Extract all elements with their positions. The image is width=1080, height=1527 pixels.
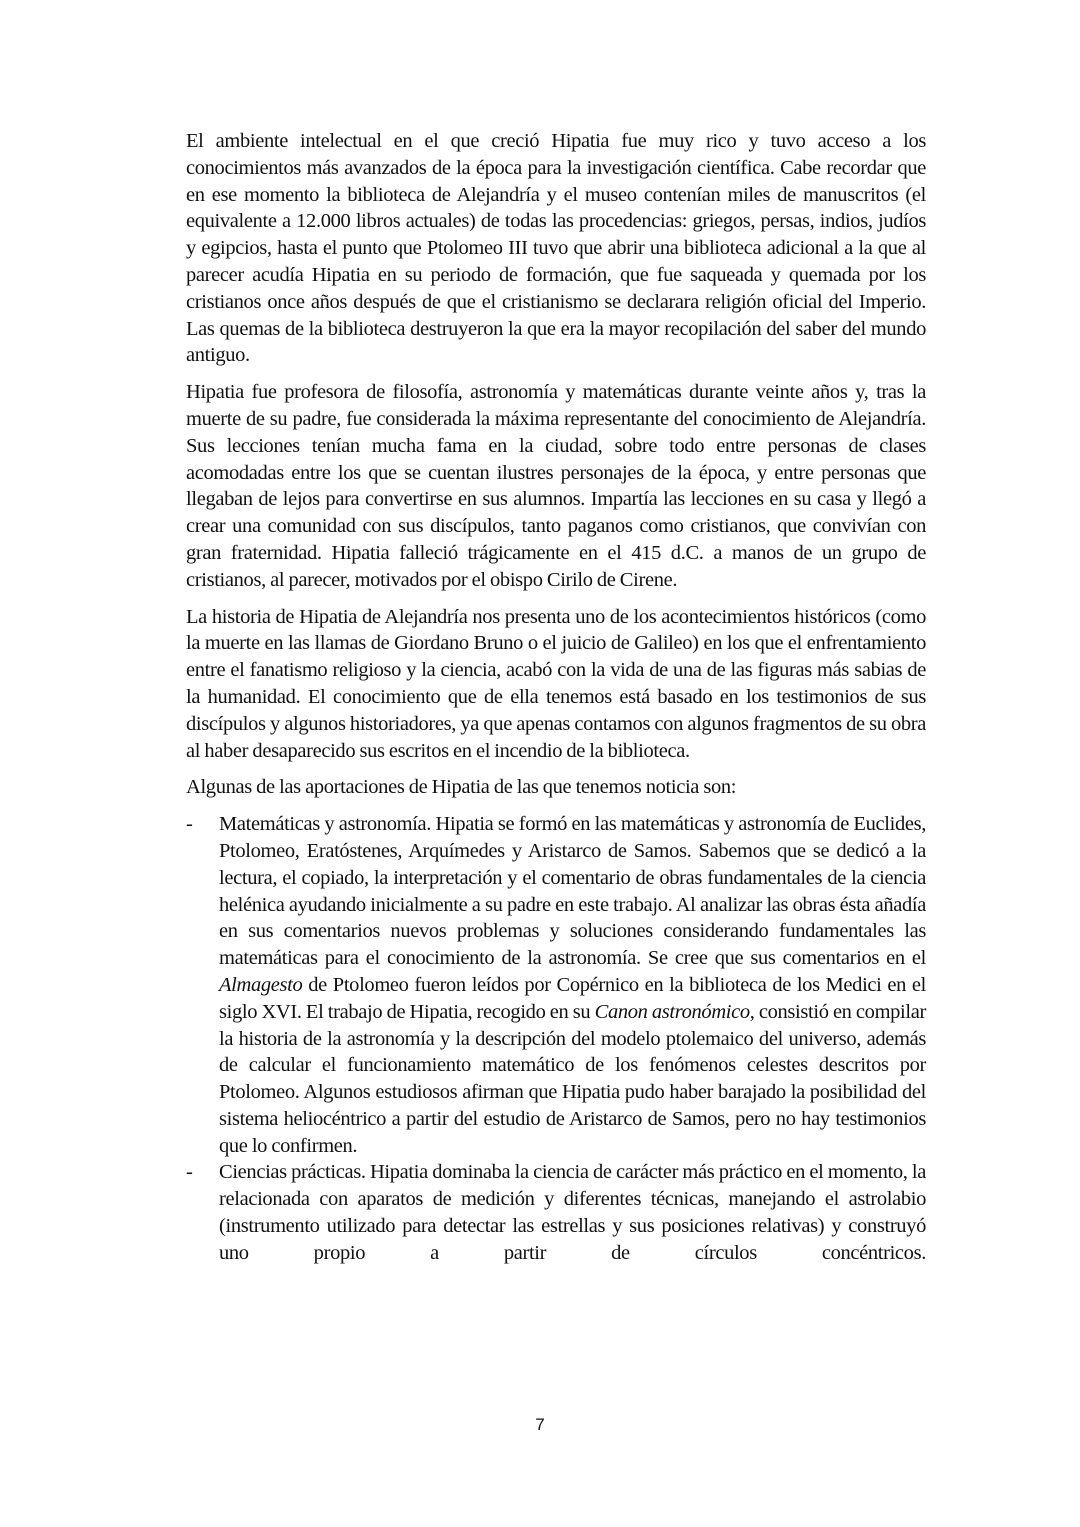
- list-item-text: , consistió en compilar la historia de la astronomía y la descripción del modelo ptolemaico del universo, además de calcular el funcionamiento matemático de los fenómenos celestes descritos por Ptolomeo. Algunos estudiosos afirman que Hipatia pudo haber barajado la posibilidad del sistema heliocéntrico a partir del estudio de Aristarco de Samos, pero no hay testimonios que lo confirmen.: [219, 1000, 926, 1157]
- paragraph-intellectual-environment: El ambiente intelectual en el que creció Hipatia fue muy rico y tuvo acceso a los conocimientos más avanzados de la época para la investigación científica. Cabe recordar que en ese momento la biblioteca de Alejandría y el museo contenían miles de manuscritos (el equivalente a 12.000 libros actuales) de todas las procedencias: griegos, persas, indios, judíos y egipcios, hasta el punto que Ptolomeo III tuvo que abrir una biblioteca adicional a la que al parecer acudía Hipatia en su periodo de formación, que fue saqueada y quemada por los cristianos once años después de que el cristianismo se declarara religión oficial del Imperio. Las quemas de la biblioteca destruyeron la que era la mayor recopilación del saber del mundo antiguo.: [186, 130, 926, 367]
- italic-title-almagesto: Almagesto: [219, 973, 303, 996]
- list-item-text: de Ptolomeo fueron leídos por Copérnico en la biblioteca de los Medici en el siglo XVI. El trabajo de Hipatia, recogido en su: [219, 973, 926, 1023]
- paragraph-teaching-career: Hipatia fue profesora de filosofía, astronomía y matemáticas durante veinte años y, tras la muerte de su padre, fue considerada la máxima representante del conocimiento de Alejandría. Sus lecciones tenían mucha fama en la ciudad, sobre todo entre personas de clases acomodadas entre los que se cuentan ilustres personajes de la época, y entre personas que llegaban de lejos para convertirse en sus alumnos. Impartía las lecciones en su casa y llegó a crear una comunidad con sus discípulos, tanto paganos como cristianos, que convivían con gran fraternidad. Hipatia falleció trágicamente en el 415 d.C. a manos de un grupo de cristianos, al parecer, motivados por el obispo Cirilo de Cirene.: [186, 381, 926, 591]
- list-marker: -: [186, 1161, 193, 1184]
- list-item-mathematics-astronomy: [186, 811, 926, 1159]
- list-item-text: Ciencias prácticas. Hipatia dominaba la ciencia de carácter más práctico en el momento, la relacionada con aparatos de medición y diferentes técnicas, manejando el astrolabio (instrumento utilizado para detectar las estrellas y sus posiciones relativas) y construyó uno propio a partir de círculos concéntricos.: [219, 1161, 926, 1264]
- paragraph-history-significance: La historia de Hipatia de Alejandría nos presenta uno de los acontecimientos históricos (como la muerte en las llamas de Giordano Bruno o el juicio de Galileo) en los que el enfrentamiento entre el fanatismo religioso y la ciencia, acabó con la vida de una de las figuras más sabias de la humanidad. El conocimiento que de ella tenemos está basado en los testimonios de sus discípulos y algunos historiadores, ya que apenas contamos con algunos fragmentos de su obra al haber desaparecido sus escritos en el incendio de la biblioteca.: [186, 605, 926, 762]
- italic-title-canon: Canon astronómico: [594, 1000, 750, 1023]
- page-number: 7: [535, 1415, 545, 1434]
- list-marker: -: [186, 813, 193, 836]
- list-item-practical-sciences: [186, 1159, 926, 1266]
- document-page: [186, 128, 926, 1267]
- paragraph-contributions-intro: Algunas de las aportaciones de Hipatia de las que tenemos noticia son:: [186, 776, 737, 799]
- list-item-text: Matemáticas y astronomía. Hipatia se formó en las matemáticas y astronomía de Euclides, Ptolomeo, Eratóstenes, Arquímedes y Aristarco de Samos. Sabemos que se dedicó a la lectura, el copiado, la interpretación y el comentario de obras fundamentales de la ciencia helénica ayudando inicialmente a su padre en este trabajo. Al analizar las obras ésta añadía en sus comentarios nuevos problemas y soluciones considerando fundamentales las matemáticas para el conocimiento de la astronomía. Se cree que sus comentarios en el: [219, 813, 926, 970]
- contributions-list: [186, 811, 926, 1267]
